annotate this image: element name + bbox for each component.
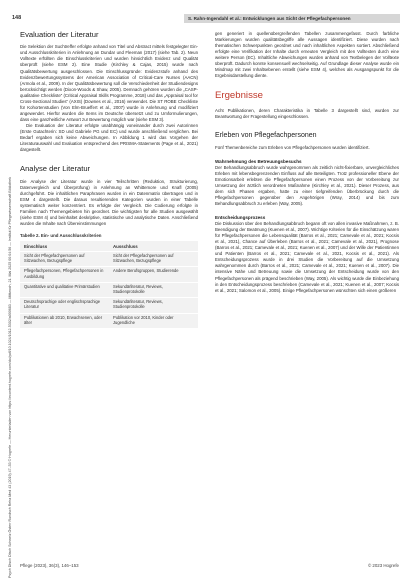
table-row <box>20 251 198 266</box>
table-row <box>20 298 198 313</box>
table-cell: Sekundärliteratur, Reviews, Studienprotokolle <box>109 282 198 297</box>
paragraph-erleben: Fünf Themenbereiche zum Erleben von Pflegefachpersonen wurden identifiziert. <box>215 144 370 150</box>
table-row <box>20 282 198 297</box>
left-column <box>20 31 198 328</box>
table-cell: Publikation vor 2010, Kinder oder Jugendliche <box>109 313 198 328</box>
paragraph-analyse: Die Analyse der Literatur wurde in vier Teilschritten (Reduktion, Strukturierung, Datenvergleich und Überprüfung) in Anlehnung an Whittemore und Knafl (2005) durchgeführt. Die inhaltlichen Paraphrasen wurden in ein Datenmatrix übertragen und in ESM 4 dargestellt. Die daraus resultierenden Kategorien wurden in einer Tabelle systematisch weiter konzentriert. Es erfolgte der Vergleich. Die Codierung erfolgte in Familien nach Themengebieten hin geordnet. Die wichtigsten für alle Studien ausgewählt (siehe ESM 4) und beinhaltet deskriptive, statistische und analytische Daten. Anschließend wurden die Inhalte nach Übereinstimmungen <box>20 178 198 226</box>
heading-analyse: Analyse der Literatur <box>20 164 91 174</box>
heading-ergebnisse: Ergebnisse <box>215 90 263 102</box>
paragraph-evaluation-2: Die Evaluation der Literatur erfolgte unabhängig voneinander durch zwei Autorinnen (Erste Gutachterin: SD und Gabriele PG und EC) und wurde anschließend verglichen. Bei Bedarf ergaben sich keine Abweichungen. In Abbildung 1 wird das Vorgehen der Literaturauswahl und Evaluation entsprechend des PRISMA-Statements (Page et al., 2021) dargestellt. <box>20 122 198 153</box>
table-row <box>20 267 198 282</box>
paragraph-wahrnehmung: Der Behandlungsabbruch wurde wahrgenommen als zeitlich nicht-fixierbare, unvergleichliches Erleben mit lebensbegrenzenden Einfluss auf alle Beteiligten. Trotz professioneller Ebene der Emotionsarbeit erlebten die Pflegefachpersonen einen Prozess von der Vorbereitung zur Umsetzung der ärztlich verordneten Maßnahme (Kirchley et al., 2021). Dieser Prozess, aus dem sich Phasen ergaben, hatte zu einer tiefgreifenden Überbrückung durch die Pflegefachpersonen gegenüber den Angehörigen (Wray, 2014) und bis zum Behandlungsabbruch zu erleben (Way, 2005). <box>215 164 399 207</box>
right-column <box>215 31 399 294</box>
paragraph-evaluation-1: Die Selektion der Suchtreffer erfolgte anhand von Titel und Abstract mittels festgelegter Ein- und Ausschlusskriterien in Anlehnung an Dundar und Fleeman (2017) (siehe Tab. 2). Neun Volltexte erfüllten die Einschlusskriterien und wurden hinsichtlich Evidenz und Qualität überprüft (siehe ESM 2). Eine Studie (Kirchley & Cajas, 2015) wurde nach Qualitätsbewertung ausgeschlossen. Die Einschlussgründe: Evidenzstufe anhand des Evidenzbewertungssystems der American Association of Critical-Care Nurses (AACN) (Armola et al., 2009). In der Qualitätsbewertung soll die Verschiedenheit der Studiendesigns berücksichtigt werden (Dixon-Woods & Shaw, 2005). Demnach gehören wurden die „CASP-qualitative Checkliste“ (Critical Appraisal Skills Programme, 2018) und das „Appraisal tool for Cross-Sectional Studies“ (AXIS) (Downes et al., 2016) verwendet. Die ST ROBE Checkliste für Kohortenstudien (Von Elm-Brueffert et al., 2007) wurde in Anlehnung und modifiziert angewendet. Hierfür wurden die Items im Deutsche übersetzt und zu Umformulierungen, dass eine ganzheitliche Antwort zur Bewertung möglich war (siehe ESM 3). <box>20 44 198 122</box>
running-title: S. Rahn-Ingendahl et al.: Entwicklungen aus Sicht der Pflegefachpersonen <box>184 14 400 23</box>
paragraph-ergebnisse: Acht Publikationen, deren Charakteristika in Tabelle 3 dargestellt sind, wurden zur Beantwortung der Fragestellung eingeschlossen. <box>215 107 399 119</box>
download-side-note <box>0 0 10 585</box>
paragraph-continuation: gen generiert in quellenübergreifenden Tabellen zusammengefasst. Durch farbliche Markierungen wurden qualitätsbegriffe alle Aussagen identifiziert. Diese wurden nach thematischen Schwerpunkten geordnet und nach inhaltlichen Aspekten sortiert. Abschließend erfolgte eine Verifikation der Inhalte durch erneuten Vergleich mit den Volltexten durch eine weitere Person (EC). Inhaltliche Abweichungen wurden anhand von Textbelegen der Volltexte überprüft. Dadurch konnte konsensuell wechselseitig. Auf Grundlage dieser Analyse wurde ein Mindmap mit zwei Inhaltsebenen erstellt (siehe ESM 4), welches als Ausgangspunkt für die Ergebnisdarstellung diente. <box>215 31 399 79</box>
table-cell: Deutschsprachige oder englischsprachige Literatur <box>20 298 109 313</box>
heading-erleben: Erleben von Pflegefachpersonen <box>215 132 317 140</box>
heading-entscheidung: Entscheidungsprozess <box>215 215 266 221</box>
page-number: 148 <box>12 15 22 21</box>
column-header-exclusion: Ausschluss <box>113 243 138 249</box>
table-cell: Sicht der Pflegefachpersonen auf Sitzwachen, Bezugspflege <box>109 251 198 266</box>
table-cell: Publikationen ab 2010, Erwachsenen, oder älter <box>20 313 109 328</box>
footer-copyright: © 2023 Hogrefe <box>367 563 399 568</box>
table-cell: Sicht der Pflegefachpersonen auf Sitzwachen, Bezugspflege <box>20 251 109 266</box>
footer-citation: Pflege (2023), 36(3), 146–153 <box>20 563 79 568</box>
table-row <box>20 313 198 328</box>
table-cell: Andere Berufsgruppen, Studierende <box>109 267 198 282</box>
heading-wahrnehmung: Wahrnehmung des Betreuungsbesuchs <box>215 158 302 164</box>
table-caption: Tabelle 2. Ein- und Ausschlusskriterien <box>20 232 102 238</box>
page-footer <box>20 563 399 571</box>
criteria-table-box <box>20 233 198 328</box>
criteria-table <box>20 241 198 328</box>
column-header-inclusion: Einschluss <box>24 243 48 249</box>
heading-evaluation: Evaluation der Literatur <box>20 30 99 39</box>
table-cell: Quantitative und qualitative Primärstudien <box>20 282 109 297</box>
paragraph-entscheidung: Die Diskussion über den Behandlungsabbruch begann oft von allen invasive Maßnahmen, z. B. Beendigung der Beatmung (Kuenen et al., 2007). Wichtige Kriterien für die Einschätzung waren für Pflegefachpersonen die Lebensqualität (Barros et al., 2021; Camevale et al., 2021; Kocsis et al., 2021), Chance auf Überleben (Barros et al., 2021; Camevale et al., 2021), Prognose (Barros et al., 2021; Camevale et al., 2021; Kuenen et al., 2007) und der Wille der Patientinnen und Patienten (Barros et al., 2021; Camevale et al., 2021, Kocsis et al., 2021). Als Entscheidungsprozess wurde in drei Studien die Vorbereitung auf die Umsetzung wahrgenommen durch (Barros et al., 2021; Camevale et al., 2021; Kuenen et al., 2007). Die intensive Nähe und Betreuung sowie die Umsetzung der Entscheidung wurde von den Pflegefachpersonen als prägend beschrieben (Way, 2005). Als wichtig wurde die Einbeziehung in den Entscheidungsprozess beschrieben (Camevale et al., 2021; Kuenen et al., 2007; Kocsis et al., 2021; Salomon et al., 2005). Einige Pflegefachpersonen wünschten sich einen größeren <box>215 221 399 293</box>
table-cell: Pflegefachpersonen, Pflegefachpersonen in Ausbildung <box>20 267 109 282</box>
side-note-text: Psych Dtsch Dtsch Schweiz Österr Rundsch Reha Med 43 (2019) 47–53 © Hogrefe — Herunterladen von https://econtent.hogrefe.com/doi/pdf/10.1024/1012-5302/a000683 — Mittwoch, 21. Mai 2025 00:04:56 — Institut für Pflegewissenschaft Bibliothek <box>8 177 12 578</box>
running-header <box>12 14 400 24</box>
table-cell: Sekundärliteratur, Reviews, Studienprotokolle <box>109 298 198 313</box>
